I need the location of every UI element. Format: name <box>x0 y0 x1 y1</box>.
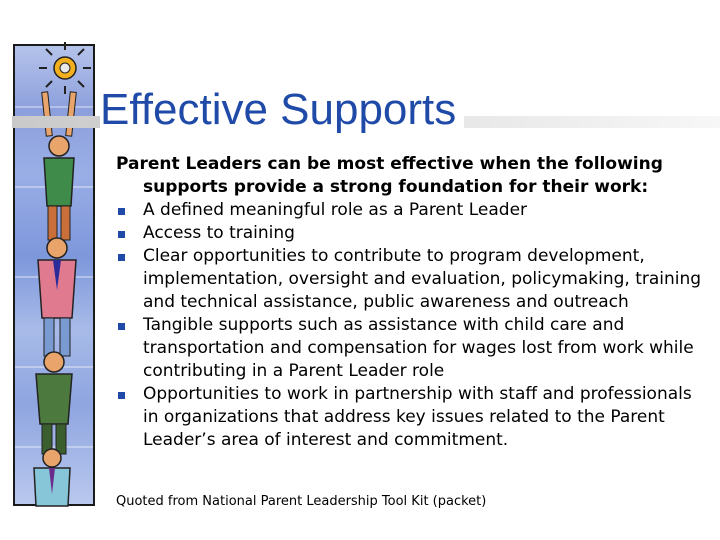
intro-line-2: supports provide a strong foundation for their work: <box>143 177 649 197</box>
square-bullet-icon <box>118 254 125 261</box>
square-bullet-icon <box>118 392 125 399</box>
intro-line-1: Parent Leaders can be most effective when the following <box>116 154 663 174</box>
list-item: A defined meaningful role as a Parent Leader <box>116 199 712 222</box>
supports-list <box>116 199 712 452</box>
source-citation: Quoted from National Parent Leadership Tool Kit (packet) <box>116 494 487 509</box>
slide-body <box>116 153 712 452</box>
square-bullet-icon <box>118 231 125 238</box>
person-figure <box>36 352 72 454</box>
stacked-people-clipart <box>8 28 108 518</box>
list-item: Clear opportunities to contribute to program development, implementation, oversight and evaluation, policymaking, training and technical assistance, public awareness and outreach <box>116 245 712 314</box>
sun-icon <box>39 42 91 94</box>
person-figure <box>34 449 70 506</box>
list-item: Access to training <box>116 222 712 245</box>
square-bullet-icon <box>118 208 125 215</box>
list-item: Opportunities to work in partnership with staff and professionals in organizations that address key issues related to the Parent Leader’s area of interest and commitment. <box>116 383 712 452</box>
intro-text <box>116 153 712 199</box>
list-item: Tangible supports such as assistance with child care and transportation and compensation for wages lost from work while contributing in a Parent Leader role <box>116 314 712 383</box>
square-bullet-icon <box>118 323 125 330</box>
person-figure <box>38 238 76 356</box>
person-figure <box>42 92 77 240</box>
slide-title: Effective Supports <box>100 80 464 140</box>
